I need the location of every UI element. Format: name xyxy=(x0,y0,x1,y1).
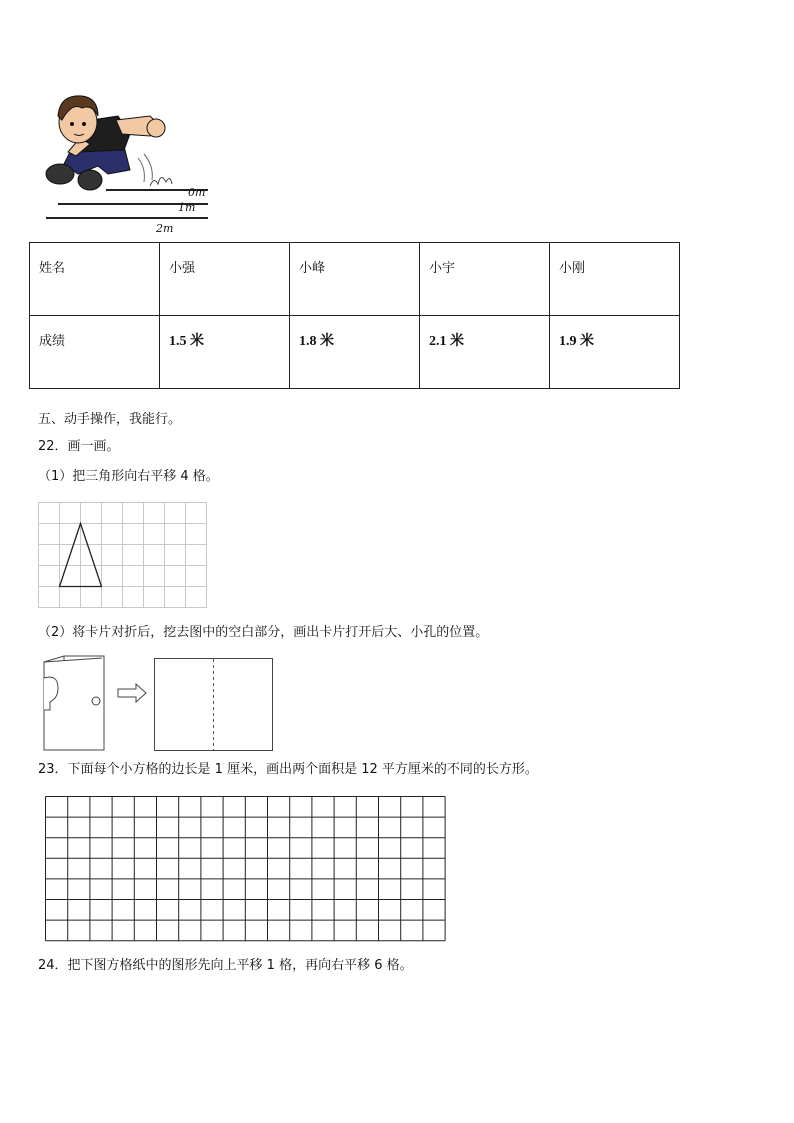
long-jump-illustration xyxy=(38,86,218,236)
triangle-grid xyxy=(38,502,208,609)
arrow-right-icon xyxy=(118,684,146,702)
mark-1m: 1m xyxy=(178,201,196,214)
table-header-score: 成绩 xyxy=(30,316,160,389)
table-cell: 小强 xyxy=(160,243,290,316)
table-cell: 2.1 米 xyxy=(420,316,550,389)
table-row xyxy=(30,243,680,316)
table-cell: 1.5 米 xyxy=(160,316,290,389)
table-cell: 小宇 xyxy=(420,243,550,316)
small-hole-icon xyxy=(92,697,100,705)
table-cell: 1.8 米 xyxy=(290,316,420,389)
question-22-part2: （2）将卡片对折后，挖去图中的空白部分，画出卡片打开后大、小孔的位置。 xyxy=(38,625,489,640)
table-header-name: 姓名 xyxy=(30,243,160,316)
question-24-label: 24．把下图方格纸中的图形先向上平移 1 格，再向右平移 6 格。 xyxy=(38,958,413,973)
folded-card-figure xyxy=(38,652,278,754)
question-22-part1: （1）把三角形向右平移 4 格。 xyxy=(38,469,219,484)
table-cell: 小峰 xyxy=(290,243,420,316)
mark-0m: 0m xyxy=(188,186,206,199)
table-cell: 小刚 xyxy=(550,243,680,316)
question-22-label: 22．画一画。 xyxy=(38,439,120,454)
section-title: 五、动手操作，我能行。 xyxy=(38,412,182,427)
jumping-boy-icon xyxy=(38,86,218,236)
table-row xyxy=(30,316,680,389)
score-table xyxy=(29,242,680,389)
mark-2m: 2m xyxy=(156,222,174,235)
question-23-label: 23．下面每个小方格的边长是 1 厘米，画出两个面积是 12 平方厘米的不同的长方形。 xyxy=(38,762,538,777)
table-cell: 1.9 米 xyxy=(550,316,680,389)
rectangle-grid xyxy=(45,796,447,942)
